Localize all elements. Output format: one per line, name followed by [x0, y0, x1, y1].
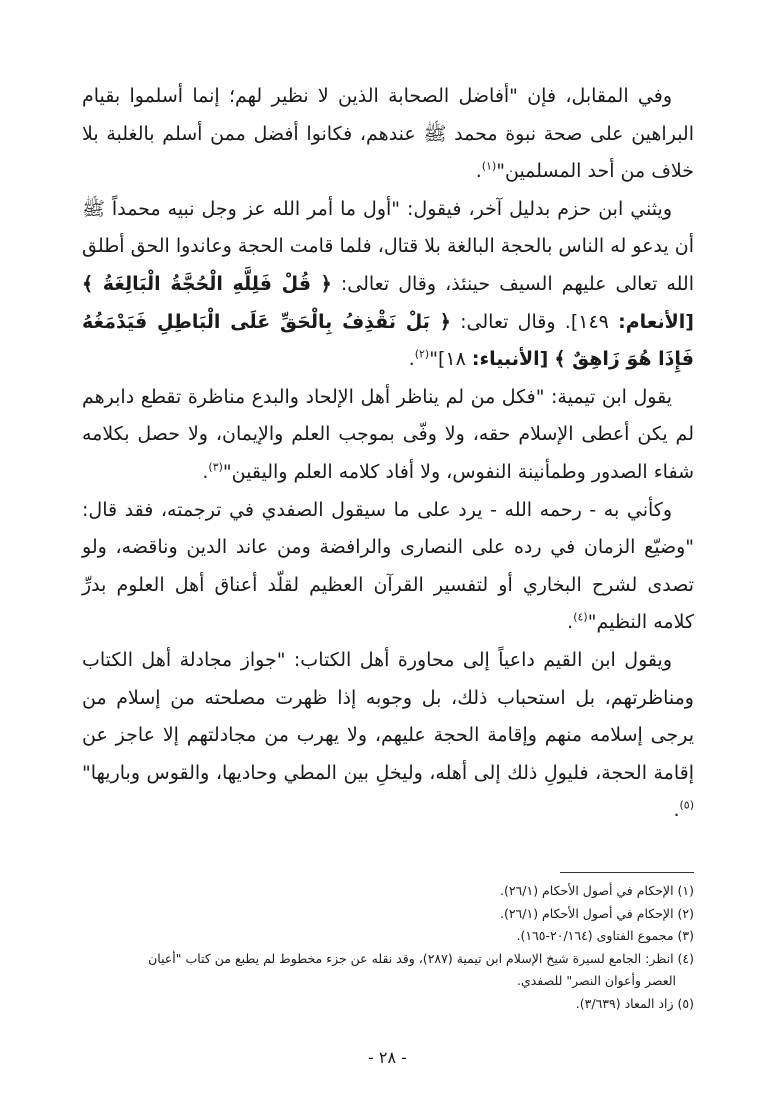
paragraph-text: ويقول ابن القيم داعياً إلى محاورة أهل الكتاب: "جواز مجادلة أهل الكتاب ومناظرتهم، بل استحباب ذلك، بل وجوبه إذا ظهرت مصلحته من إسلام من يرجى إسلامه منهم وإقامة الحجة عليهم، ولا يهرب من مجادلتهم إلا عاجز عن إقامة الحجة، فليولِ ذلك إلى أهله، وليخلِ بين المطي وحاديها، والقوس وباريها" — [82, 648, 694, 784]
footnote-ref[interactable]: (٣) — [208, 460, 223, 474]
page-number: - ٢٨ - — [368, 1048, 407, 1067]
period: . — [202, 460, 209, 483]
quran-source-verse: ١٨] — [437, 348, 466, 371]
period: . — [475, 160, 482, 183]
footnote-1: (١) الإحكام في أصول الأحكام (٢٦/١). — [499, 883, 694, 898]
paragraph-text: وفي المقابل، فإن "أفاضل الصحابة الذين لا نظير لهم؛ إنما أسلموا بقيام البراهين على صحة نبوة محمد ﷺ عندهم، فكانوا أفضل ممن أسلم بالغلبة بلا خلاف من أحد المسلمين" — [82, 85, 694, 183]
quran-quote: ﴿ بَلْ نَقْذِفُ بِالْحَقِّ عَلَى الْبَاطِلِ فَيَدْمَغُهُ فَإِذَا هُوَ زَاهِقٌ ﴾ — [82, 310, 694, 371]
footnote-ref[interactable]: (٢) — [414, 347, 430, 361]
body-text — [82, 78, 694, 830]
paragraph-text: يقول ابن تيمية: "فكل من لم يناظر أهل الإلحاد والبدع مناظرة تقطع دابرهم لم يكن أعطى الإسلام حقه، ولا وفّى بموجب العلم والإيمان، ولا حصل بكلامه شفاء الصدور وطمأنينة النفوس، ولا أفاد كلامه العلم واليقين" — [82, 385, 694, 483]
period: . — [673, 799, 680, 822]
footnote-ref[interactable]: (١) — [481, 159, 497, 173]
footnote-4-continued: العصر وأعوان النصر" للصفدي. — [516, 973, 676, 988]
footnote-ref[interactable]: (٤) — [573, 610, 588, 624]
paragraph-4 — [82, 492, 694, 642]
period: . — [408, 348, 415, 371]
period: . — [567, 611, 574, 634]
quran-source-name: [الأنعام: — [618, 310, 694, 333]
paragraph-3 — [82, 379, 694, 492]
footnote-4: (٤) انظر: الجامع لسيرة شيخ الإسلام ابن تيمية (٢٨٧)، وقد نقله عن جزء مخطوط لم يطبع من كتاب "أعيان — [148, 950, 694, 966]
connector-text: . وقال تعالى: — [460, 310, 571, 333]
paragraph-2 — [82, 191, 694, 379]
paragraph-1 — [82, 78, 694, 191]
footnote-divider — [560, 872, 694, 873]
footnote-3: (٣) مجموع الفتاوى (٢٠/١٦٤-١٦٥). — [516, 928, 694, 943]
footnote-5: (٥) زاد المعاد (٣/٦٣٩). — [575, 995, 694, 1011]
quran-source-name: [الأنبياء: — [471, 348, 549, 371]
footnote-2: (٢) الإحكام في أصول الأحكام (٢٦/١). — [499, 905, 694, 921]
paragraph-text: ويثني ابن حزم بدليل آخر، فيقول: "أول ما أمر الله عز وجل نبيه محمداً ﷺ أن يدعو له الناس بالحجة البالغة بلا قتال، فلما قامت الحجة وعاندوا الحق أطلق الله تعالى عليهم السيف حينئذ، وقال تعالى: — [82, 197, 694, 295]
paragraph-text: وكأني به - رحمه الله - يرد على ما سيقول الصفدي في ترجمته، فقد قال: "وضيّع الزمان في رده على النصارى والرافضة ومن عاند الدين وناقضه، ولو تصدى لشرح البخاري أو لتفسير القرآن العظيم لقلّد أعناق أهل العلوم بدرِّ كلامه النظيم" — [82, 498, 694, 634]
footnotes — [82, 880, 694, 1015]
paragraph-5 — [82, 642, 694, 830]
quran-quote: ﴿ قُلْ فَلِلَّهِ الْحُجَّةُ الْبَالِغَةُ ﴾ — [82, 272, 332, 295]
quran-source-verse: ١٤٩] — [570, 310, 609, 333]
footnote-ref[interactable]: (٥) — [679, 798, 694, 812]
quote-close: " — [429, 348, 438, 371]
